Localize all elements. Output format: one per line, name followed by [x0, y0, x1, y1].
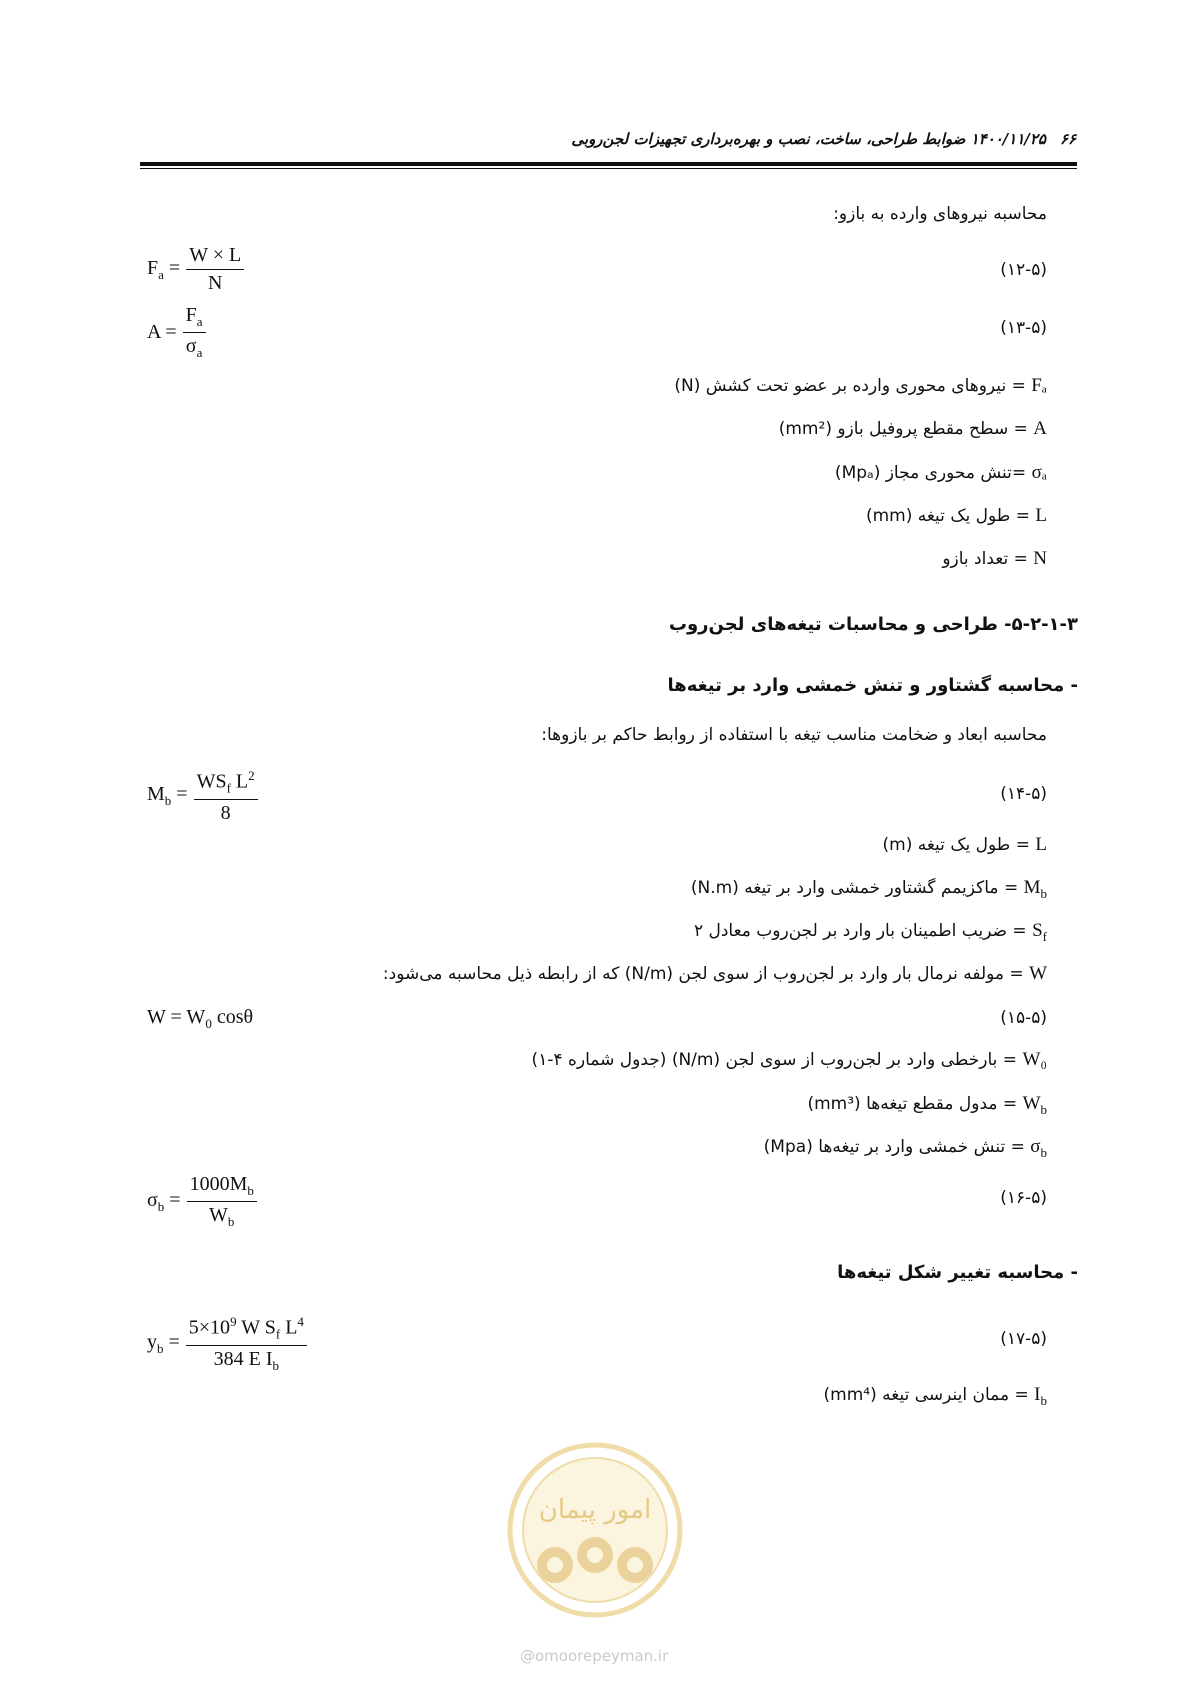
formula-16 — [147, 1173, 257, 1230]
definition-l-m-text: = طول یک تیغه (m) — [882, 835, 1030, 855]
definition-w — [383, 963, 1047, 985]
definition-fa — [674, 375, 1047, 397]
definition-n-text: = تعداد بازو — [942, 549, 1028, 569]
symbol-n: N — [1033, 548, 1047, 569]
header-rule-thin — [140, 168, 1077, 169]
definition-w0 — [532, 1049, 1047, 1071]
symbol-a: A — [1033, 418, 1047, 439]
definition-a — [779, 418, 1047, 440]
formula-17-numerator: $5\times 10^9$ W $S_f$ $L^4$ — [186, 1314, 307, 1346]
svg-text:امور پیمان: امور پیمان — [538, 1495, 652, 1525]
definition-w-text: = مولفه نرمال بار وارد بر لجن‌روب از سوی لجن (N/m) که از رابطه ذیل محاسبه می‌شود: — [382, 964, 1024, 984]
formula-13-lhs: A = — [147, 321, 177, 343]
formula-13 — [147, 304, 206, 361]
definition-l-mm — [866, 505, 1047, 527]
symbol-w: W — [1029, 963, 1047, 984]
definition-fa-text: = نیروهای محوری وارده بر عضو تحت کشش (N) — [674, 376, 1026, 396]
symbol-sf: $S_f$ — [1032, 920, 1047, 944]
definition-mb-text: = ماکزیمم گشتاور خمشی وارد بر تیغه (N.m) — [690, 878, 1019, 898]
formula-14-lhs: $M_b$ = — [147, 783, 188, 809]
definition-sigma-a — [835, 462, 1047, 484]
eq-number-14: (۱۴-۵) — [1000, 784, 1047, 804]
formula-15-text: $W = W_0$ cosθ — [147, 1006, 254, 1031]
header-title: ۱۴۰۰/۱۱/۲۵ ضوابط طراحی، ساخت، نصب و بهره‌برداری تجهیزات لجن‌روبی — [571, 130, 1046, 148]
formula-16-denominator: $W_b$ — [209, 1204, 235, 1229]
formula-12 — [147, 244, 244, 295]
eq-number-17: (۱۷-۵) — [1000, 1329, 1047, 1349]
formula-13-fraction — [183, 304, 206, 361]
formula-16-numerator: $1000M_b$ — [187, 1173, 257, 1202]
section-heading: ۵-۲-۱-۳- طراحی و محاسبات تیغه‌های لجن‌روب — [668, 614, 1078, 635]
sub-heading-deflection: - محاسبه تغییر شکل تیغه‌ها — [837, 1262, 1078, 1283]
formula-14-fraction — [194, 768, 258, 825]
definition-w0-text: = بارخطی وارد بر لجن‌روب از سوی لجن (N/m) (جدول شماره ۴-۱) — [531, 1050, 1018, 1070]
symbol-w0: W₀ — [1022, 1049, 1047, 1070]
page-number: ۶۶ — [1060, 130, 1077, 148]
definition-sf — [694, 920, 1047, 945]
definition-wb-text: = مدول مقطع تیغه‌ها (mm³) — [807, 1094, 1018, 1114]
definition-a-text: = سطح مقطع پروفیل بازو (mm²) — [778, 419, 1028, 439]
symbol-l: L — [1035, 505, 1047, 526]
definition-l-mm-text: = طول یک تیغه (mm) — [865, 506, 1030, 526]
definition-ib — [824, 1384, 1047, 1409]
formula-12-numerator: W × L — [186, 244, 244, 270]
definition-n — [942, 548, 1047, 570]
symbol-ib: $I_b$ — [1034, 1384, 1047, 1408]
definition-wb — [807, 1093, 1047, 1118]
formula-12-lhs: $F_a$ = — [147, 256, 181, 282]
formula-14-denominator: 8 — [220, 801, 231, 824]
symbol-mb: $M_b$ — [1023, 877, 1047, 901]
formula-14 — [147, 768, 258, 825]
formula-13-denominator: $\sigma_a$ — [185, 335, 203, 360]
eq-number-13: (۱۳-۵) — [1000, 318, 1047, 338]
symbol-wb: $W_b$ — [1022, 1093, 1047, 1117]
stamp-logo-icon — [505, 1440, 685, 1620]
formula-13-numerator: $F_a$ — [183, 304, 206, 333]
formula-12-denominator: N — [207, 272, 223, 294]
definition-l-m — [883, 834, 1048, 856]
formula-17-denominator: 384 E $I_b$ — [213, 1347, 280, 1373]
symbol-l-2: L — [1035, 834, 1047, 855]
symbol-sigma-b: $\sigma_b$ — [1030, 1136, 1047, 1160]
definition-ib-text: = ممان اینرسی تیغه (mm⁴) — [823, 1385, 1029, 1405]
definition-sf-text: = ضریب اطمینان بار وارد بر لجن‌روب معادل ۲ — [693, 921, 1027, 941]
eq-number-12: (۱۲-۵) — [1000, 260, 1047, 280]
formula-14-numerator: $WS_f$ $L^2$ — [194, 768, 258, 800]
header-rule — [140, 162, 1077, 166]
formula-12-fraction — [186, 244, 244, 295]
eq-number-15: (۱۵-۵) — [1000, 1008, 1047, 1028]
formula-16-fraction — [187, 1173, 257, 1230]
definition-sigma-a-text: =تنش محوری مجاز (Mpₐ) — [834, 463, 1027, 483]
formula-17-fraction — [186, 1314, 307, 1374]
definition-sigma-b — [764, 1136, 1047, 1161]
definition-mb — [691, 877, 1047, 902]
formula-17 — [147, 1314, 307, 1374]
intro-blades: محاسبه ابعاد و ضخامت مناسب تیغه با استفاده از روابط حاکم بر بازوها: — [541, 725, 1047, 745]
symbol-sigma-a: σₐ — [1031, 462, 1047, 483]
formula-16-lhs: $\sigma_b$ = — [147, 1188, 181, 1214]
symbol-fa: Fₐ — [1031, 375, 1047, 396]
formula-17-lhs: $y_b$ = — [147, 1330, 180, 1356]
intro-forces: محاسبه نیروهای وارده به بازو: — [833, 204, 1047, 224]
eq-number-16: (۱۶-۵) — [1000, 1188, 1047, 1208]
sub-heading-moment: - محاسبه گشتاور و تنش خمشی وارد بر تیغه‌ها — [667, 675, 1078, 696]
watermark-url: @omoorepeyman.ir — [520, 1647, 669, 1665]
definition-sigma-b-text: = تنش خمشی وارد بر تیغه‌ها (Mpa) — [763, 1137, 1025, 1157]
formula-15 — [147, 1006, 253, 1032]
